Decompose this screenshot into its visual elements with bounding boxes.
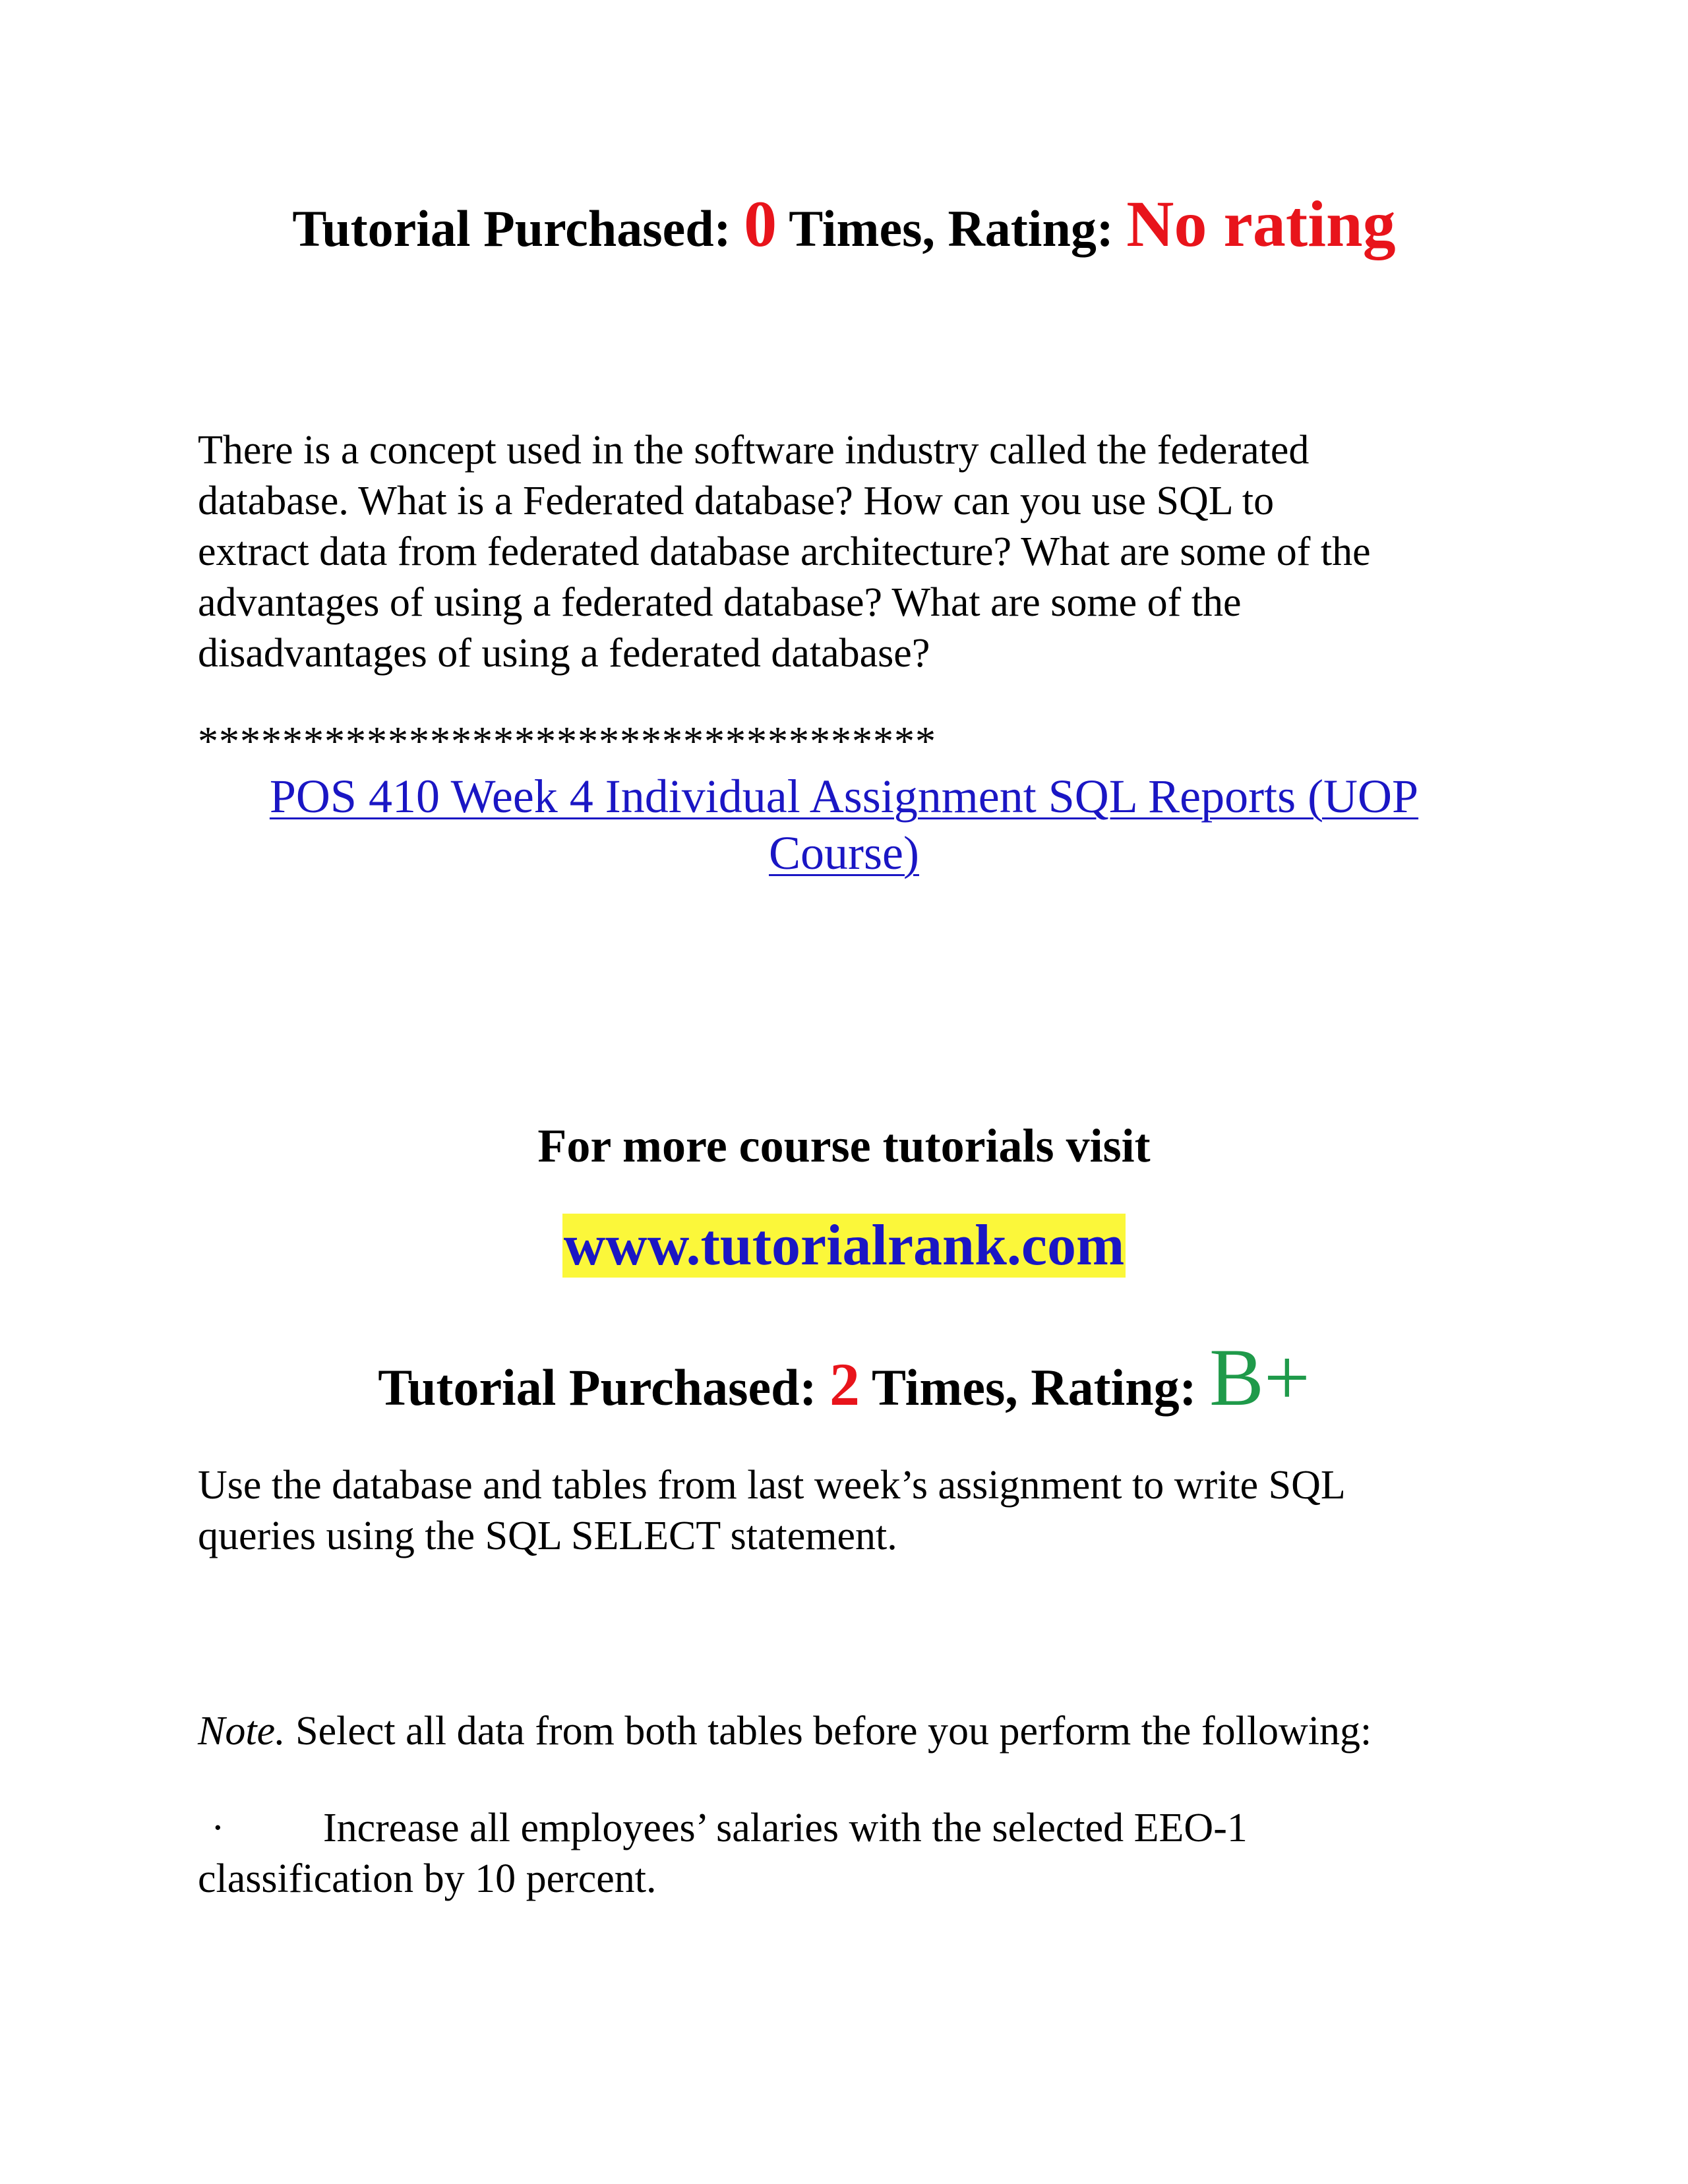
- bullet-item: [198, 1803, 1248, 1904]
- assignment-line: queries using the SQL SELECT statement.: [198, 1514, 897, 1558]
- note-text: Select all data from both tables before you perform the following:: [285, 1709, 1372, 1754]
- times-rating-label: Times, Rating:: [777, 200, 1127, 257]
- purchased-label: Tutorial Purchased:: [378, 1359, 829, 1416]
- rating-value: No rating: [1126, 187, 1396, 260]
- bullet-line-2: classification by 10 percent.: [198, 1856, 657, 1901]
- course-link-container: [0, 768, 1688, 881]
- purchase-count: 2: [829, 1351, 860, 1418]
- asterisk-separator: ***********************************: [198, 719, 936, 764]
- note-paragraph: [198, 1706, 1372, 1757]
- question-line: extract data from federated database architecture? What are some of the: [198, 529, 1371, 574]
- tutorial-purchased-heading-1: [0, 188, 1688, 265]
- course-link[interactable]: [0, 768, 1688, 881]
- times-rating-label: Times, Rating:: [859, 1359, 1210, 1416]
- note-label: Note.: [198, 1709, 286, 1754]
- rating-value: B+: [1209, 1332, 1310, 1423]
- question-line: disadvantages of using a federated database?: [198, 631, 930, 676]
- question-line: There is a concept used in the software industry called the federated: [198, 428, 1310, 473]
- purchase-count: 0: [744, 187, 777, 260]
- site-url[interactable]: www.tutorialrank.com: [563, 1214, 1125, 1278]
- purchased-label: Tutorial Purchased:: [292, 200, 744, 257]
- question-paragraph: [198, 425, 1530, 679]
- bullet-line-1: Increase all employees’ salaries with the selected EEO-1: [323, 1806, 1248, 1850]
- bullet-dot-icon: ·: [211, 1806, 225, 1850]
- question-line: advantages of using a federated database? What are some of the: [198, 580, 1242, 625]
- question-line: database. What is a Federated database? How can you use SQL to: [198, 479, 1275, 523]
- assignment-paragraph: [198, 1460, 1530, 1562]
- visit-text: For more course tutorials visit: [537, 1119, 1151, 1172]
- tutorial-purchased-heading-2: [0, 1332, 1688, 1434]
- assignment-line: Use the database and tables from last week’s assignment to write SQL: [198, 1463, 1346, 1508]
- site-url-container: [0, 1210, 1688, 1282]
- course-link-line-2: Course): [769, 827, 919, 879]
- course-link-line-1: POS 410 Week 4 Individual Assignment SQL Reports (UOP: [269, 770, 1419, 823]
